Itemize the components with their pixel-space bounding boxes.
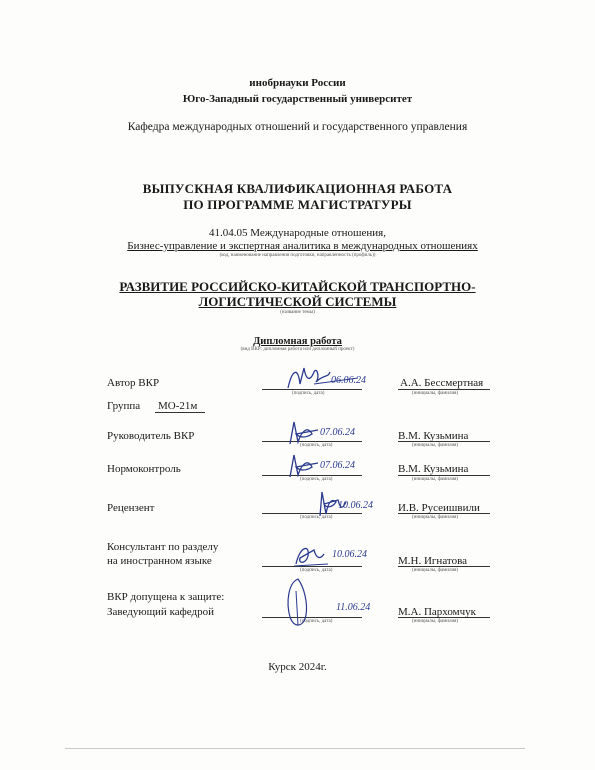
reviewer-name: И.В. Русеишвили xyxy=(398,502,480,514)
normcontrol-label: Нормоконтроль xyxy=(107,463,181,475)
normcontrol-name-note: (инициалы, фамилия) xyxy=(412,477,459,482)
group-value: МО-21м xyxy=(158,400,198,412)
normcontrol-signature xyxy=(284,453,324,479)
group-line xyxy=(155,412,205,413)
reviewer-name-note: (инициалы, фамилия) xyxy=(412,515,459,520)
reviewer-sign-note: (подпись, дата) xyxy=(300,515,333,520)
admitted-signature xyxy=(282,573,316,631)
author-sign-date: 06.06.24 xyxy=(331,375,366,386)
author-name: А.А. Бессмертная xyxy=(400,377,484,389)
normcontrol-sign-date: 07.06.24 xyxy=(320,460,355,471)
university-name: Юго-Западный государственный университет xyxy=(182,93,413,105)
normcontrol-name-line xyxy=(398,475,490,476)
direction-profile: Бизнес-управление и экспертная аналитика в международных отношениях xyxy=(127,240,478,252)
topic-line-2: ЛОГИСТИЧЕСКОЙ СИСТЕМЫ xyxy=(198,294,397,309)
consultant-name: М.Н. Игнатова xyxy=(398,555,468,567)
reviewer-sign-date: 10.06.24 xyxy=(338,500,373,511)
supervisor-name-note: (инициалы, фамилия) xyxy=(412,443,459,448)
consultant-sign-note: (подпись, дата) xyxy=(300,568,333,573)
work-type: Дипломная работа xyxy=(253,336,342,347)
admitted-label-1: ВКР допущена к защите: xyxy=(107,591,225,603)
author-name-note: (инициалы, фамилия) xyxy=(412,391,459,396)
author-label: Автор ВКР xyxy=(107,377,160,389)
consultant-label-2: на иностранном языке xyxy=(107,555,212,567)
city-year: Курск 2024г. xyxy=(268,661,327,673)
supervisor-name: В.М. Кузьмина xyxy=(398,430,469,442)
title-line-2: ПО ПРОГРАММЕ МАГИСТРАТУРЫ xyxy=(183,197,412,212)
supervisor-sign-note: (подпись, дата) xyxy=(300,443,333,448)
consultant-label-1: Консультант по разделу xyxy=(107,541,219,553)
supervisor-sign-date: 07.06.24 xyxy=(320,427,355,438)
admitted-sign-note: (подпись, дата) xyxy=(300,619,333,624)
consultant-signature xyxy=(290,542,330,570)
topic-line-1: РАЗВИТИЕ РОССИЙСКО-КИТАЙСКОЙ ТРАНСПОРТНО- xyxy=(119,279,476,294)
consultant-sign-date: 10.06.24 xyxy=(332,549,367,560)
author-sign-note: (подпись, дата) xyxy=(292,391,325,396)
admitted-name: М.А. Пархомчук xyxy=(398,606,477,618)
topic-note: (название темы) xyxy=(280,310,315,315)
reviewer-label: Рецензент xyxy=(107,502,155,514)
admitted-label-2: Заведующий кафедрой xyxy=(107,606,214,618)
group-label: Группа xyxy=(107,400,141,412)
normcontrol-name: В.М. Кузьмина xyxy=(398,463,469,475)
admitted-name-note: (инициалы, фамилия) xyxy=(412,619,459,624)
direction-note: (код, наименование направления подготовки, направленность (профиль)) xyxy=(219,253,376,258)
admitted-sign-date: 11.06.24 xyxy=(336,602,371,613)
consultant-name-note: (инициалы, фамилия) xyxy=(412,568,459,573)
title-line-1: ВЫПУСКНАЯ КВАЛИФИКАЦИОННАЯ РАБОТА xyxy=(142,181,453,196)
direction-code: 41.04.05 Международные отношения, xyxy=(209,227,386,239)
normcontrol-sign-note: (подпись, дата) xyxy=(300,477,333,482)
author-name-line xyxy=(398,389,490,390)
supervisor-label: Руководитель ВКР xyxy=(107,430,195,442)
department-name: Кафедра международных отношений и государственного управления xyxy=(127,121,468,133)
scan-edge-line xyxy=(65,748,525,749)
work-type-note: (вид ВКР: дипломная работа или дипломный проект) xyxy=(240,347,355,352)
ministry-name: инобрнауки России xyxy=(249,77,346,89)
supervisor-signature xyxy=(284,420,324,446)
